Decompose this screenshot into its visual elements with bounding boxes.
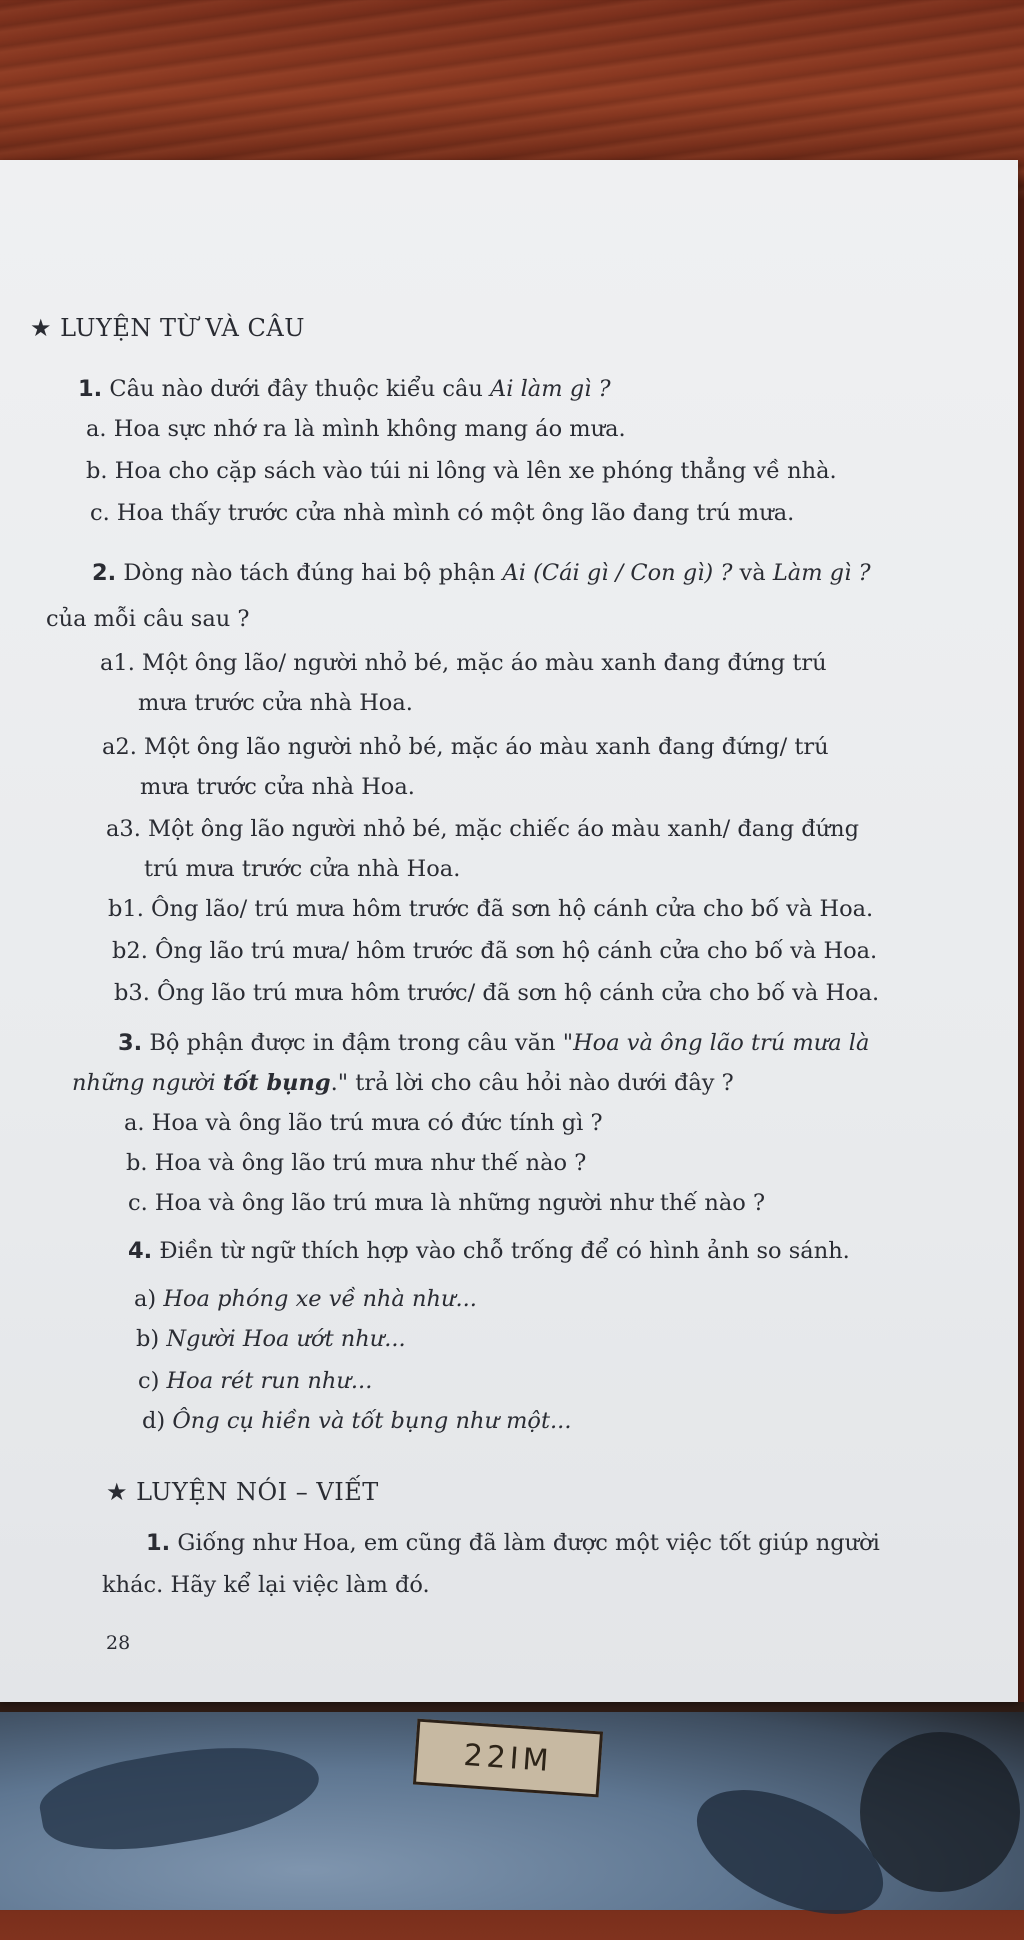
option-4c xyxy=(138,1370,372,1393)
question-3-line2 xyxy=(72,1072,734,1095)
fabric-pattern xyxy=(860,1732,1020,1892)
question-2 xyxy=(92,562,871,585)
option-2-a1-cont: mưa trước cửa nhà Hoa. xyxy=(138,690,413,716)
option-1a: a. Hoa sực nhớ ra là mình không mang áo mưa. xyxy=(86,416,626,442)
option-text: Ông cụ hiền và tốt bụng như một... xyxy=(172,1408,572,1434)
speaking-question-1-line2: khác. Hãy kể lại việc làm đó. xyxy=(102,1572,430,1598)
option-label: a) xyxy=(134,1286,157,1312)
question-italic: Hoa và ông lão trú mưa là xyxy=(573,1030,870,1056)
question-1 xyxy=(78,378,611,401)
question-text: Điền từ ngữ thích hợp vào chỗ trống để có hình ảnh so sánh. xyxy=(159,1238,850,1264)
question-text: và xyxy=(739,560,766,586)
speaking-question-1 xyxy=(146,1532,880,1555)
option-text: Hoa phóng xe về nhà như... xyxy=(163,1286,477,1312)
option-2-a2-cont: mưa trước cửa nhà Hoa. xyxy=(140,774,415,800)
option-4b xyxy=(136,1328,406,1351)
option-2-b2: b2. Ông lão trú mưa/ hôm trước đã sơn hộ cánh cửa cho bố và Hoa. xyxy=(112,938,878,964)
option-4d xyxy=(142,1410,571,1433)
question-text: ." trả lời cho câu hỏi nào dưới đây ? xyxy=(330,1070,734,1096)
question-italic: những người xyxy=(72,1070,216,1096)
question-number: 1. xyxy=(78,376,103,402)
option-3a: a. Hoa và ông lão trú mưa có đức tính gì ? xyxy=(124,1110,603,1136)
question-italic: Làm gì ? xyxy=(772,560,871,586)
option-3b: b. Hoa và ông lão trú mưa như thế nào ? xyxy=(126,1150,587,1176)
question-bold: tốt bụng xyxy=(222,1070,331,1096)
question-2-line2: của mỗi câu sau ? xyxy=(46,606,250,632)
option-2-a1: a1. Một ông lão/ người nhỏ bé, mặc áo màu xanh đang đứng trú xyxy=(100,650,827,676)
option-4a xyxy=(134,1288,477,1311)
question-text: Giống như Hoa, em cũng đã làm được một việc tốt giúp người xyxy=(177,1530,880,1556)
option-1c: c. Hoa thấy trước cửa nhà mình có một ông lão đang trú mưa. xyxy=(90,500,795,526)
question-3 xyxy=(118,1032,869,1055)
option-3c: c. Hoa và ông lão trú mưa là những người như thế nào ? xyxy=(128,1190,766,1216)
option-2-a2: a2. Một ông lão người nhỏ bé, mặc áo màu xanh đang đứng/ trú xyxy=(102,734,829,760)
option-label: b) xyxy=(136,1326,160,1352)
question-number: 2. xyxy=(92,560,117,586)
question-number: 3. xyxy=(118,1030,143,1056)
option-2-b1: b1. Ông lão/ trú mưa hôm trước đã sơn hộ cánh cửa cho bố và Hoa. xyxy=(108,896,874,922)
question-italic: Ai (Cái gì / Con gì) ? xyxy=(502,560,733,586)
question-text: Bộ phận được in đậm trong câu văn " xyxy=(149,1030,574,1056)
sticker-label: 22IM xyxy=(413,1719,603,1798)
option-2-a3: a3. Một ông lão người nhỏ bé, mặc chiếc áo màu xanh/ đang đứng xyxy=(106,816,860,842)
option-2-a3-cont: trú mưa trước cửa nhà Hoa. xyxy=(144,856,461,882)
fabric-pattern xyxy=(34,1728,325,1865)
question-number: 1. xyxy=(146,1530,171,1556)
option-label: c) xyxy=(138,1368,160,1394)
section-heading-luyen-noi-viet: ★ LUYỆN NÓI – VIẾT xyxy=(106,1478,379,1506)
page-number: 28 xyxy=(106,1632,131,1654)
option-text: Hoa rét run như... xyxy=(166,1368,373,1394)
question-text: Dòng nào tách đúng hai bộ phận xyxy=(123,560,496,586)
option-2-b3: b3. Ông lão trú mưa hôm trước/ đã sơn hộ cánh cửa cho bố và Hoa. xyxy=(114,980,880,1006)
section-heading-luyen-tu-va-cau: ★ LUYỆN TỪ VÀ CÂU xyxy=(30,314,305,342)
option-1b: b. Hoa cho cặp sách vào túi ni lông và lên xe phóng thẳng về nhà. xyxy=(86,458,837,484)
question-number: 4. xyxy=(128,1238,153,1264)
option-label: d) xyxy=(142,1408,166,1434)
option-text: Người Hoa ướt như... xyxy=(166,1326,406,1352)
question-text: Câu nào dưới đây thuộc kiểu câu xyxy=(109,376,483,402)
question-4 xyxy=(128,1240,850,1263)
question-italic: Ai làm gì ? xyxy=(490,376,611,402)
